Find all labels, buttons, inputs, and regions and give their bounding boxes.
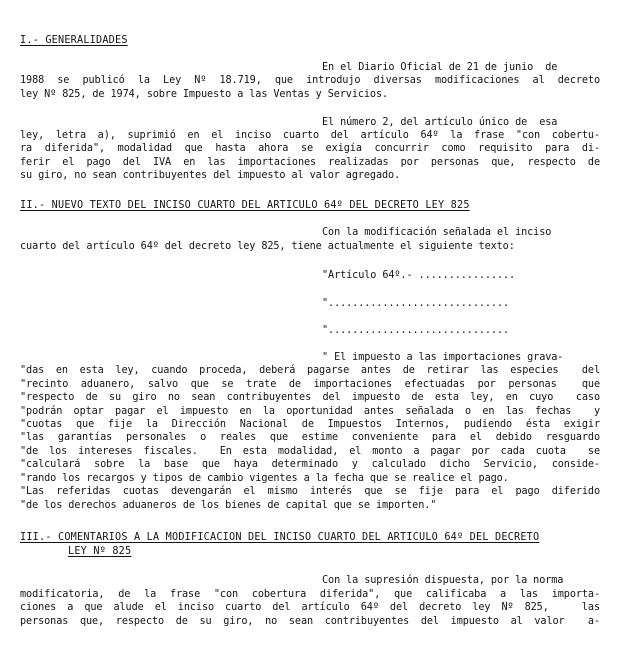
paragraph-line: Con la supresión dispuesta, por la norma — [322, 575, 564, 586]
section-heading-comentarios-cont: LEY Nº 825 — [68, 546, 132, 557]
quote-line: "Las referidas cuotas devengarán el mismo interés que se fije para el pago diferido — [20, 486, 600, 497]
section-heading-comentarios: III.- COMENTARIOS A LA MODIFICACION DEL INCISO CUARTO DEL ARTICULO 64º DEL DECRETO — [20, 532, 540, 543]
quote-line: "las garantías personales o reales que estime conveniente para el debido resguardo — [20, 432, 600, 443]
quote-line: "respecto de su giro no sean contribuyentes del impuesto de esta ley, en cuyo caso — [20, 392, 600, 403]
paragraph-line: ciones a que alude el inciso cuarto del artículo 64º del decreto ley Nº 825, las — [20, 602, 600, 613]
paragraph-line: 1988 se publicó la Ley Nº 18.719, que introdujo diversas modificaciones al decreto — [20, 75, 600, 86]
paragraph-line: En el Diario Oficial de 21 de junio de — [322, 62, 558, 73]
paragraph-line: ra diferida", modalidad que hasta ahora se exigía concurrir como requisito para di- — [20, 143, 600, 154]
quote-ellipsis-line: ".............................. — [322, 298, 510, 309]
quote-line: "calculará sobre la base que haya determinado y calculado dicho Servicio, conside- — [20, 459, 600, 470]
quote-line: "das en esta ley, cuando proceda, deberá pagarse antes de retirar las especies del — [20, 365, 600, 376]
paragraph-line: ferir el pago del IVA en las importaciones realizadas por personas que, respecto de — [20, 157, 600, 168]
quote-ellipsis-line: ".............................. — [322, 325, 510, 336]
quote-line: "rando los recargos y tipos de cambio vigentes a la fecha que se realice el pago. — [20, 473, 509, 484]
paragraph-line: ley Nº 825, de 1974, sobre Impuesto a las Ventas y Servicios. — [20, 89, 389, 100]
quote-line: "de los intereses fiscales. En esta modalidad, el monto a pagar por cada cuota se — [20, 446, 600, 457]
quote-article-heading: "Artículo 64º.- ................ — [322, 270, 516, 281]
section-heading-nuevo-texto: II.- NUEVO TEXTO DEL INCISO CUARTO DEL ARTICULO 64º DEL DECRETO LEY 825 — [20, 200, 470, 211]
paragraph-line: Con la modificación señalada el inciso — [322, 227, 552, 238]
paragraph-line: El número 2, del artículo único de esa — [322, 117, 558, 128]
quote-line: "cuotas que fije la Dirección Nacional de Impuestos Internos, pudiendo ésta exigir — [20, 419, 600, 430]
quote-line: "recinto aduanero, salvo que se trate de importaciones efectuadas por personas que — [20, 379, 600, 390]
paragraph-line: personas que, respecto de su giro, no sean contribuyentes del impuesto al valor a- — [20, 616, 600, 627]
paragraph-line: su giro, no sean contribuyentes del impuesto al valor agregado. — [20, 170, 401, 181]
quote-line: "podrán optar pagar el impuesto en la oportunidad antes señalada o en las fechas y — [20, 406, 600, 417]
section-heading-generalidades: I.- GENERALIDADES — [20, 35, 128, 46]
paragraph-line: cuarto del artículo 64º del decreto ley 825, tiene actualmente el siguiente texto: — [20, 241, 515, 252]
paragraph-line: ley, letra a), suprimió en el inciso cuarto del artículo 64º la frase "con cobertu- — [20, 130, 600, 141]
quote-line: " El impuesto a las importaciones grava- — [322, 352, 564, 363]
paragraph-line: modificatoria, de la frase "con cobertura diferida", que calificaba a las importa- — [20, 589, 600, 600]
quote-line: "de los derechos aduaneros de los bienes de capital que se importen." — [20, 500, 437, 511]
